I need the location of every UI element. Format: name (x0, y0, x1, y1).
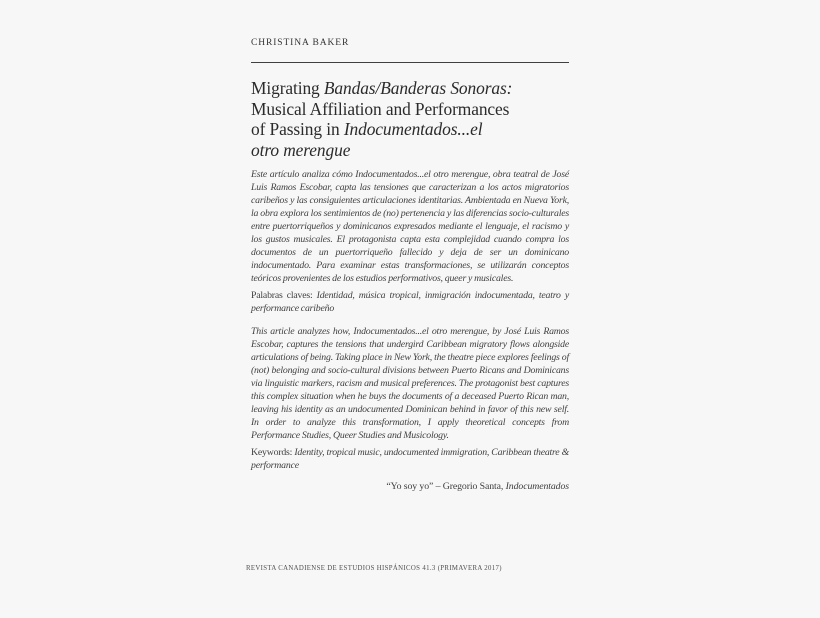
journal-footer: REVISTA CANADIENSE DE ESTUDIOS HISPÁNICOS 41.3 (PRIMAVERA 2017) (246, 565, 502, 572)
keywords-block (251, 446, 569, 472)
header-rule (251, 62, 569, 63)
abstract-english: This article analyzes how, Indocumentados...el otro merengue, by José Luis Ramos Escobar, captures the tensions that undergird Caribbean migratory flows alongside articulations of being. Taking place in New York, the theatre piece explores feelings of (not) belonging and socio-cultural divisions between Puerto Ricans and Dominicans via linguistic markers, racism and musical preferences. The protagonist best captures this complex situation when he buys the documents of a deceased Puerto Rican man, leaving his identity as an undocumented Dominican behind in favor of this new self. In order to analyze this transformation, I apply theoretical concepts from Performance Studies, Queer Studies and Musicology. (251, 326, 569, 441)
palabras-claves-block (251, 289, 569, 315)
title-text-regular: of Passing in (251, 119, 344, 139)
palabras-claves-label: Palabras claves: (251, 290, 313, 301)
author-name: CHRISTINA BAKER (251, 38, 350, 48)
title-text-italic: Bandas/Banderas Sonoras: (323, 78, 513, 98)
abstract-spanish: Este artículo analiza cómo Indocumentados...el otro merengue, obra teatral de José Luis Ramos Escobar, capta las tensiones que caracterizan a los actos migratorios caribeños y las consiguientes articulaciones identitarias. Ambientada en Nueva York, la obra explora los sentimientos de (no) pertenencia y las diferencias socio-culturales entre puertorriqueños y dominicanos expresados mediante el lenguaje, el racismo y los gustos musicales. El protagonista capta esta complejidad cuando compra los documentos de un puertorriqueño fallecido y deja de ser un dominicano indocumentado. Para examinar estas transformaciones, se utilizarán conceptos teóricos provenientes de los estudios performativos, queer y musicales. (251, 169, 569, 284)
epigraph-quote: “Yo soy yo” – Gregorio Santa, (386, 481, 506, 492)
epigraph (251, 480, 569, 493)
palabras-claves-text: Identidad, música tropical, inmigración indocumentada, teatro y performance caribeño (251, 290, 569, 314)
title-text-regular: Migrating (251, 78, 324, 98)
keywords-label: Keywords: (251, 447, 293, 458)
title-text-italic: otro merengue (251, 139, 351, 160)
article-content-column (251, 0, 569, 493)
epigraph-source: Indocumentados (505, 481, 569, 492)
keywords-text: Identity, tropical music, undocumented immigration, Caribbean theatre & performance (251, 447, 569, 471)
title-text-regular: Musical Affiliation and Performances (251, 98, 510, 119)
article-title (251, 78, 569, 160)
title-text-italic: Indocumentados...el (343, 119, 483, 139)
